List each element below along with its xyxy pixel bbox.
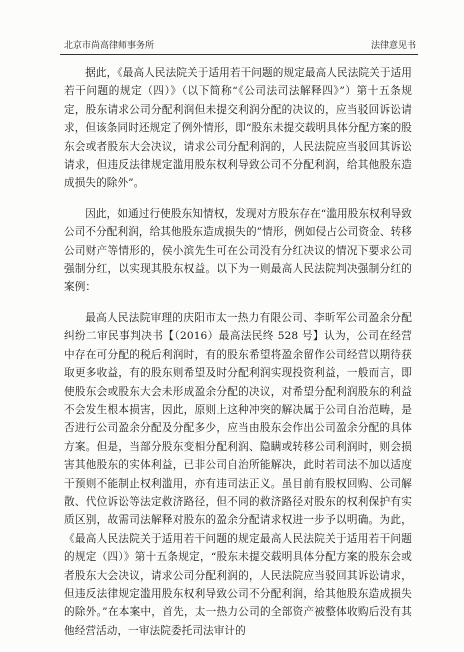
law-firm-name: 北京市尚高律师事务所 [64,41,155,51]
paragraph-case-example: 最高人民法院审理的庆阳市太一热力有限公司、李昕军公司盈余分配纠纷二审民事判决书【（2016）最高法民终 528 号】认为，公司在经营中存在可分配的税后利润时，有的股东希望将盈余留作公司经营以期待获取更多收益，有的股东则希望及时分配利润实现投资利益，一般而言，即使股东会或股东大会未形成盈余分配的决议，对希望分配利润股东的利益不会发生根本损害，因此，原则上这种冲突的解决属于公司自治范畴，是否进行公司盈余分配及分配多少，应当由股东会作出公司盈余分配的具体方案。但是，当部分股东变相分配利润、隐瞒或转移公司利润时，则会损害其他股东的实体利益，已非公司自治所能解决，此时若司法不加以适度干预则不能制止权利滥用，亦有违司法正义。虽目前有股权回购、公司解散、代位诉讼等法定救济路径，但不同的救济路径对股东的权利保护有实质区别，故需司法解释对股东的盈余分配请求权进一步予以明确。为此，《最高人民法院关于适用若干问题的规定最高人民法院关于适用若干问题的规定（四）》第十五条规定，“股东未提交载明具体分配方案的股东会或者股东大会决议，请求公司分配利润的，人民法院应当驳回其诉讼请求，但违反法律规定滥用股东权利导致公司不分配利润，给其他股东造成损失的除外。”在本案中，首先，太一热力公司的全部资产被整体收购后没有其他经营活动，一审法院委托司法审计的 [64,311,412,637]
paragraph-forced-dividend: 因此，如通过行使股东知情权，发现对方股东存在“滥用股东权利导致公司不分配利润，给其他股东造成损失的”情形，例如侵占公司资金、转移公司财产等情形的，侯小滨先生可在公司没有分红决议的情况下要求公司强制分红，以实现其股东权益。以下为一则最高人民法院判决强制分红的案例： [64,207,412,294]
paragraph-judicial-interpretation: 据此，《最高人民法院关于适用若干问题的规定最高人民法院关于适用若干问题的规定（四）》（以下简称“《公司法司法解释四》”）第十五条规定，股东请求公司分配利润但未提交利润分配的决议的，应当驳回诉讼请求，但该条同时还规定了例外情形，即“股东未提交载明具体分配方案的股东会或者股东大会决议，请求公司分配利润的，人民法院应当驳回其诉讼请求，但违反法律规定滥用股东权利导致公司不分配利润，给其他股东造成损失的除外”。 [64,67,412,190]
document-body [64,64,412,652]
header-divider [60,54,418,55]
page-header [64,40,416,54]
document-title: 法律意见书 [370,41,416,51]
